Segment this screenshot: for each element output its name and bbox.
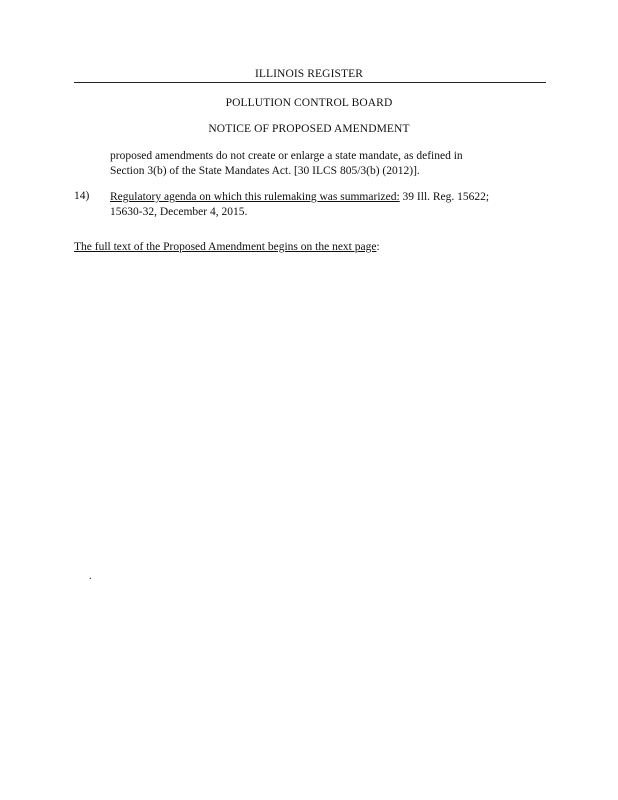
item-14-label: Regulatory agenda on which this rulemaking was summarized: — [110, 191, 400, 203]
item-13-line-2: Section 3(b) of the State Mandates Act. [30 ILCS 805/3(b) (2012)]. — [110, 165, 420, 177]
item-14-value: 39 Ill. Reg. 15622; — [402, 191, 490, 203]
board-title: POLLUTION CONTROL BOARD — [225, 97, 393, 109]
closing-statement — [74, 240, 380, 255]
closing-suffix: : — [376, 241, 380, 253]
item-13-continuation — [110, 149, 463, 179]
item-14-line-2: 15630-32, December 4, 2015. — [110, 206, 248, 218]
closing-underlined: The full text of the Proposed Amendment begins on the next page — [74, 241, 377, 253]
item-14-text — [110, 190, 489, 220]
stray-mark: . — [89, 571, 92, 582]
notice-title: NOTICE OF PROPOSED AMENDMENT — [208, 123, 410, 135]
item-14-number: 14) — [74, 190, 90, 202]
header-rule — [74, 82, 546, 83]
item-13-line-1: proposed amendments do not create or enlarge a state mandate, as defined in — [110, 150, 463, 162]
register-title: ILLINOIS REGISTER — [254, 68, 364, 80]
